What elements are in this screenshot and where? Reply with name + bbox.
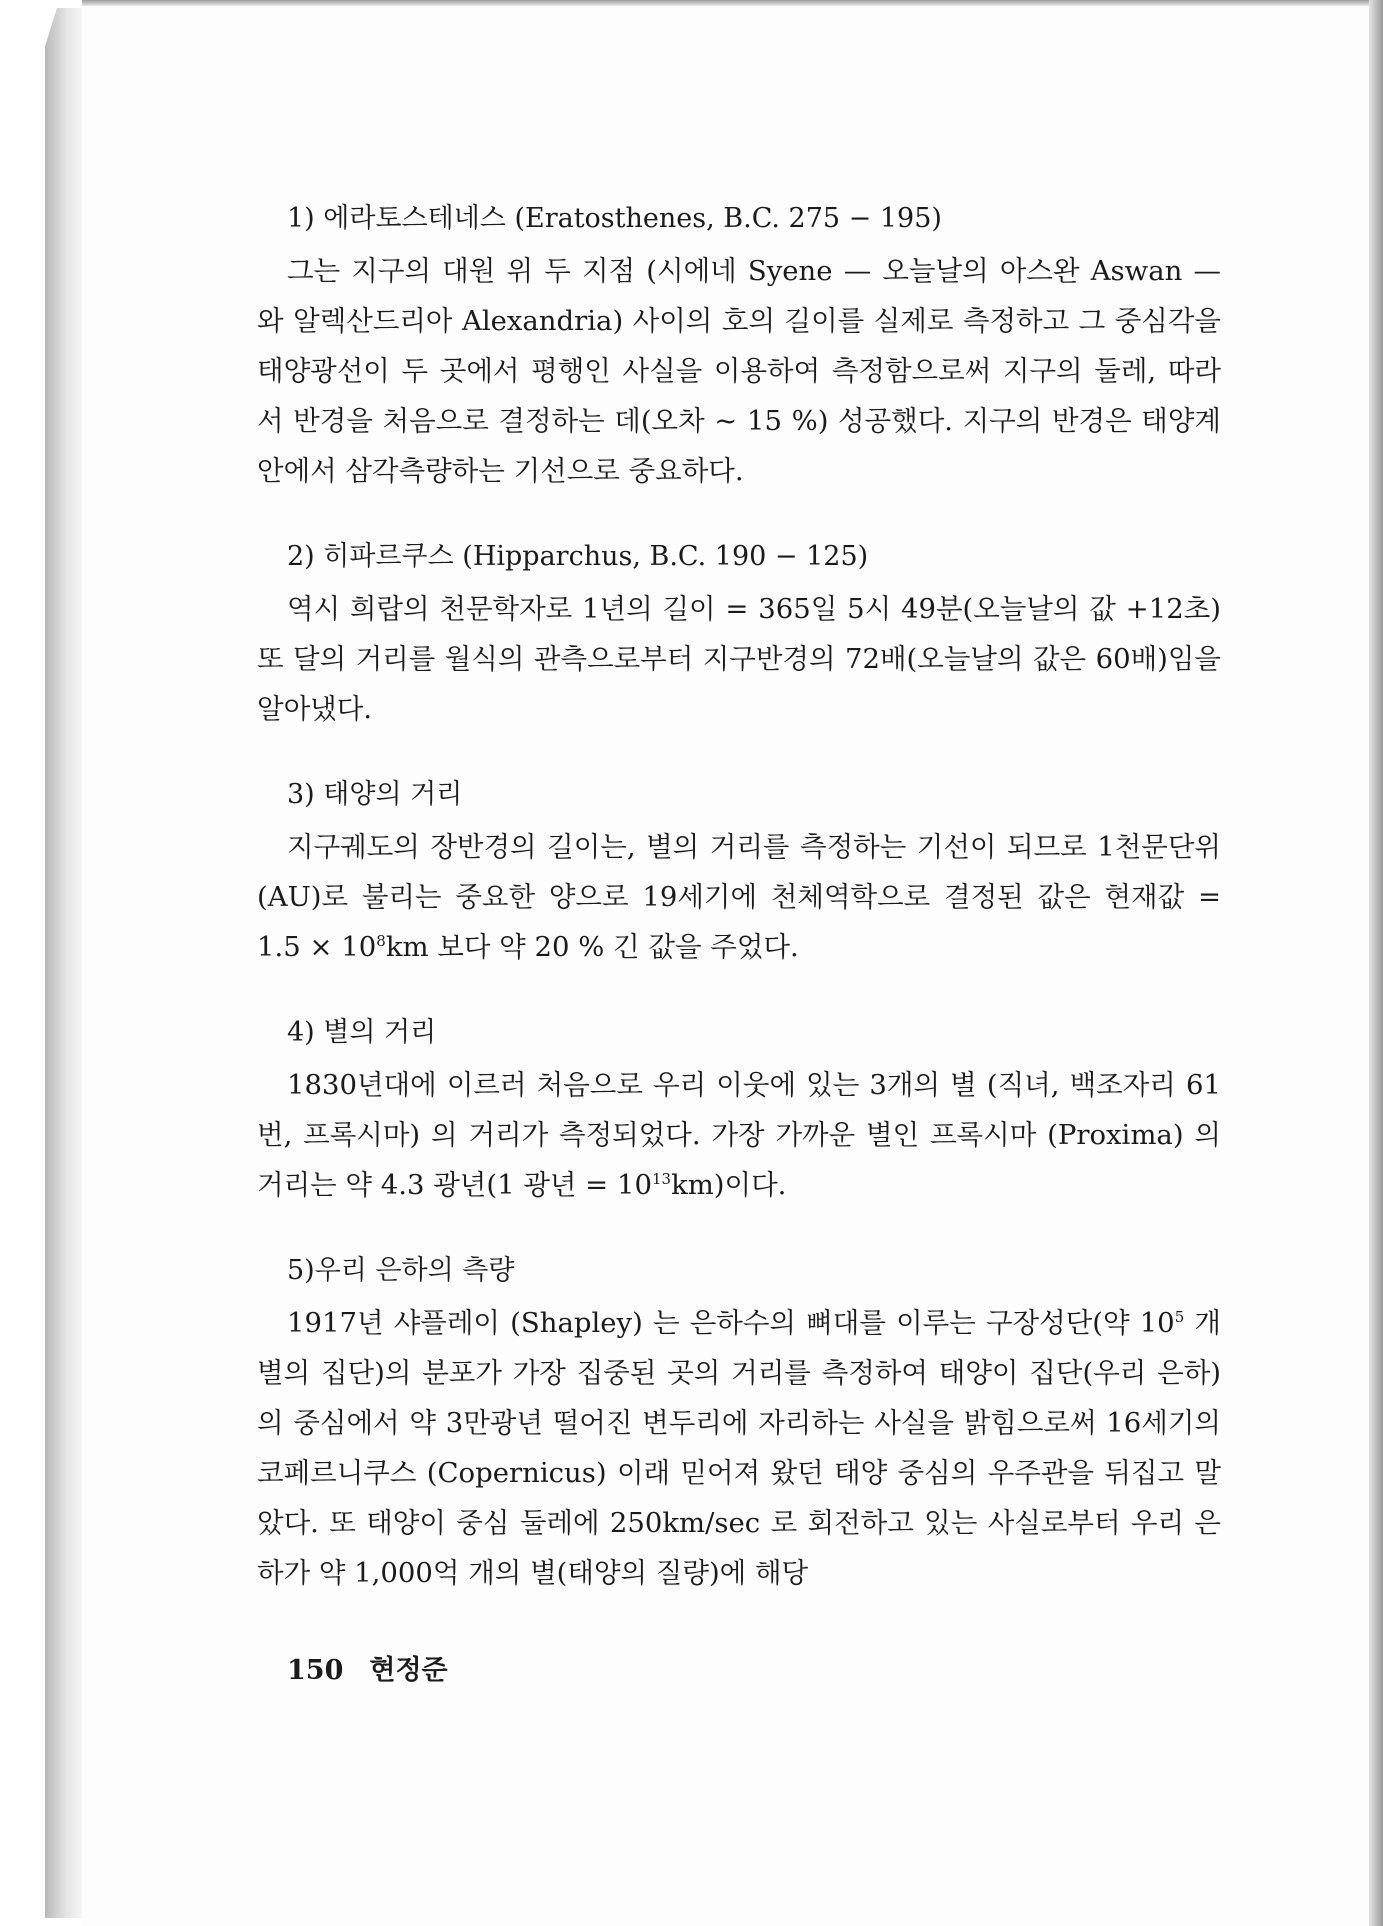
paragraph-text: km)이다. <box>671 1169 787 1201</box>
section-paragraph: 역시 희랍의 천문학자로 1년의 길이 = 365일 5시 49분(오늘날의 값 +12초) 또 달의 거리를 월식의 관측으로부터 지구반경의 72배(오늘날의 값은 60배)임을 알아냈다. <box>257 593 1221 725</box>
page-number: 150 <box>287 1655 344 1686</box>
section-heading: 4) 별의 거리 <box>287 1017 437 1048</box>
section-paragraph <box>257 1060 1221 1210</box>
page-content <box>257 196 1221 1636</box>
exponent: 8 <box>376 931 386 950</box>
section-paragraph: 그는 지구의 대원 위 두 지점 (시에네 Syene — 오늘날의 아스완 Aswan — 와 알렉산드리아 Alexandria) 사이의 호의 길이를 실제로 측정하고 그 중심각을 태양광선이 두 곳에서 평행인 사실을 이용하여 측정함으로써 지구의 둘레, 따라서 반경을 처음으로 결정하는 데(오차 ~ 15 %) 성공했다. 지구의 반경은 태양계 안에서 삼각측량하는 기선으로 중요하다. <box>257 255 1221 487</box>
section-eratosthenes <box>257 196 1221 496</box>
section-paragraph <box>257 822 1221 972</box>
section-galaxy-survey <box>257 1248 1221 1598</box>
paragraph-text: km 보다 약 20 % 긴 값을 주었다. <box>385 931 799 963</box>
page-footer <box>287 1648 474 1687</box>
section-heading: 3) 태양의 거리 <box>287 779 463 810</box>
paragraph-text: 1917년 샤플레이 (Shapley) 는 은하수의 뼈대를 이루는 구장성단(약 10 <box>287 1307 1175 1339</box>
exponent: 5 <box>1174 1307 1185 1326</box>
author-name: 현정준 <box>369 1655 448 1686</box>
page-top-edge <box>82 0 1383 6</box>
section-hipparchus <box>257 534 1221 734</box>
section-sun-distance <box>257 772 1221 972</box>
paragraph-text: 1830년대에 이르러 처음으로 우리 이웃에 있는 3개의 별 (직녀, 백조자리 61번, 프록시마) 의 거리가 측정되었다. 가장 가까운 별인 프록시마 (Proxima) 의 거리는 약 4.3 광년(1 광년 = 10 <box>257 1069 1221 1201</box>
section-heading: 1) 에라토스테네스 (Eratosthenes, B.C. 275 − 195) <box>287 203 942 234</box>
section-star-distance <box>257 1010 1221 1210</box>
page-right-edge <box>1369 0 1383 1926</box>
section-heading: 5)우리 은하의 측량 <box>287 1255 515 1286</box>
book-spine-edge <box>45 8 85 1918</box>
exponent: 13 <box>651 1169 672 1188</box>
section-paragraph <box>257 1298 1221 1598</box>
paragraph-text: 개 별의 집단)의 분포가 가장 집중된 곳의 거리를 측정하여 태양이 집단(우리 은하)의 중심에서 약 3만광년 떨어진 변두리에 자리하는 사실을 밝힘으로써 16세기의 코페르니쿠스 (Copernicus) 이래 믿어져 왔던 태양 중심의 우주관을 뒤집고 말았다. 또 태양이 중심 둘레에 250km/sec 로 회전하고 있는 사실로부터 우리 은하가 약 1,000억 개의 별(태양의 질량)에 해당 <box>257 1307 1221 1589</box>
paragraph-text: 지구궤도의 장반경의 길이는, 별의 거리를 측정하는 기선이 되므로 1천문단위 (AU)로 불리는 중요한 양으로 19세기에 천체역학으로 결정된 값은 현재값 = 1.5 × 10 <box>257 831 1221 963</box>
section-heading: 2) 히파르쿠스 (Hipparchus, B.C. 190 − 125) <box>287 541 869 572</box>
